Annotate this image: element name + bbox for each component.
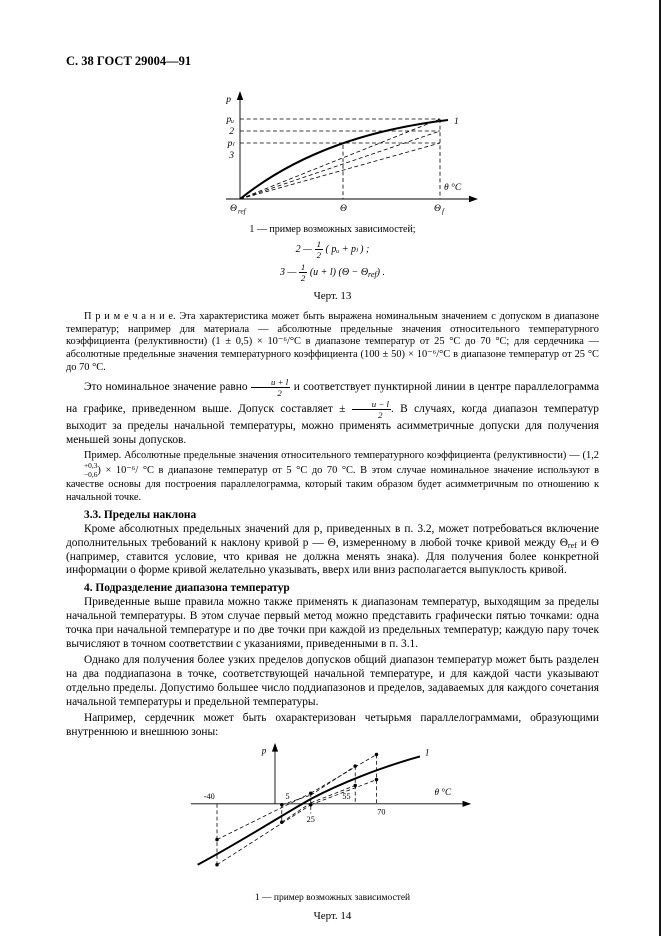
fig14-x-arrow bbox=[462, 801, 471, 807]
fig14-corner-dot bbox=[353, 784, 356, 787]
figure-13-legend-line-2 bbox=[66, 239, 599, 260]
section-4-para-2: Однако для получения более узких пределов допусков общий диапазон температур может быть разделен на два поддиапазона в точке, соответствующей начальной температуре, и для каждой части указывают отдельно пределы. Допустимо большее число поддиапазонов и пределов, задаваемых для каждого сочетания начальной температуры и предельной температуры. bbox=[66, 653, 599, 708]
figure-13-legend-line-1: 1 — пример возможных зависимостей; bbox=[249, 224, 416, 235]
note-paragraph: П р и м е ч а н и е. Эта характеристика может быть выражена номинальным значением с допуском в диапазоне температур; например для материала — абсолютные предельные значения относительного температурного коэффициента (релуктивности) (1 ± 0,5) × 10⁻⁶/°С в диапазоне температур от 25 °С до 70 °С; для сердечника — абсолютные предельные значения температурного коэффициента (100 ± 50) × 10⁻⁶/°С в диапазоне температур от 25 °С до 70 °С. bbox=[66, 310, 599, 373]
fig13-example-curve bbox=[240, 120, 448, 199]
section-3-3-part-2: и Θ (например, ставится условие, что кривая не должна менять знака). Для получения более конкретной информации о форме кривой желательно указывать, вверх или вниз располагается выпуклость кривой. bbox=[66, 536, 599, 577]
fig13-x-arrow bbox=[469, 196, 478, 202]
nominal-value-paragraph bbox=[66, 377, 599, 447]
section-4-heading: 4. Подразделение диапазона температур bbox=[84, 582, 290, 595]
fig13-pl-label: pₗ bbox=[227, 139, 234, 149]
legend3-prefix: 3 — bbox=[280, 266, 297, 278]
fig13-label-2: 2 bbox=[228, 127, 234, 137]
fig13-y-arrow bbox=[236, 91, 242, 100]
fig14-tick-minus40: -40 bbox=[203, 792, 215, 802]
fig13-wedge-bottom bbox=[240, 143, 440, 199]
section-3-3-ref-subscript: ref bbox=[567, 540, 577, 550]
figure-14-graph bbox=[183, 741, 483, 886]
fig14-tick-25: 25 bbox=[306, 815, 315, 825]
nominal-fraction-1: $\frac{u + l}{2}$ bbox=[251, 377, 290, 398]
fig13-curve-label-1: 1 bbox=[453, 117, 459, 127]
section-3-3-part-1: Кроме абсолютных предельных значений для p, приведенных в п. 3.2, может потребоваться включение дополнительных требований к наклону кривой p — Θ, измеренному в любой точке кривой между Θ bbox=[66, 522, 599, 549]
fig13-label-3: 3 bbox=[228, 151, 234, 161]
figure-14-caption: Черт. 14 bbox=[313, 910, 352, 923]
legend2-fraction: $\frac{1}{2}$ bbox=[316, 238, 321, 260]
fig14-corner-dot bbox=[374, 778, 377, 781]
legend3-ref-subscript: ref bbox=[368, 269, 377, 279]
fig13-theta-f-label: Θ bbox=[433, 204, 441, 214]
fig14-tick-55: 55 bbox=[341, 792, 351, 802]
fig14-y-arrow bbox=[271, 743, 277, 752]
fig13-theta-axis-label: θ °C bbox=[443, 183, 461, 193]
example-part-1: Пример. Абсолютные предельные значения относительного температурного коэффициента (релуктивности) — (1,2 bbox=[84, 449, 599, 461]
legend3-expression: (u + l) (Θ − Θ bbox=[309, 266, 369, 278]
nominal-part-1: Это номинальное значение равно bbox=[84, 381, 248, 394]
figure-13-caption: Черт. 13 bbox=[313, 289, 352, 302]
fig14-corner-dot bbox=[309, 803, 312, 806]
legend2-expression: ( pᵤ + pₗ ) ; bbox=[325, 243, 370, 255]
legend2-prefix: 2 — bbox=[295, 243, 313, 255]
fig14-corner-dot bbox=[309, 792, 312, 795]
section-3-3-heading: 3.3. Пределы наклона bbox=[84, 508, 197, 521]
fig13-theta-ref-sub: ref bbox=[237, 207, 246, 216]
fig14-example-curve bbox=[197, 757, 419, 865]
fig14-p-axis-label: p bbox=[261, 745, 266, 756]
nominal-part-3: . В случаях, когда диапазон температур выходит за пределы начальной температуры, можно применять асимметричные допуски для получения меньшей зоны допусков. bbox=[66, 402, 600, 446]
nominal-fraction-2: $\frac{u - l}{2}$ bbox=[352, 399, 391, 420]
section-4-para-1: Приведенные выше правила можно также применять к диапазонам температур, выходящим за пределы начальной температуры. В этом случае первый метод можно представить графически пятью точками: одна точка при начальной температуре и по две точки при каждой из предельных температур; каждую пару точек вычисляют в точном соответствии с указаниями, приведенными в п. 3.1. bbox=[66, 596, 599, 651]
fig13-p-axis-label: p bbox=[225, 95, 231, 105]
figure-13 bbox=[66, 89, 599, 302]
fig14-corner-dot bbox=[280, 821, 283, 824]
fig14-corner-dot bbox=[374, 753, 377, 756]
example-part-2: ) × 10⁻⁶/ °С в диапазоне температур от 5 °С до 70 °С. В этом случае номинальное значение используют в качестве основы для построения параллелограмма, который таким образом будет асимметричным по отношению к начальной точке. bbox=[66, 465, 599, 504]
nominal-part-2: и соответствует пунктирной линии в центре параллелограмма на графике, приведенном выше. Допуск составляет ± bbox=[66, 381, 599, 415]
example-paragraph bbox=[66, 450, 599, 505]
figure-14 bbox=[66, 741, 599, 922]
fig14-corner-dot bbox=[215, 838, 218, 841]
fig14-tick-70: 70 bbox=[376, 807, 385, 817]
example-tolerance-stack: +0,3 −0,6 bbox=[84, 461, 98, 479]
fig14-corner-dot bbox=[353, 765, 356, 768]
fig13-theta-ref-label: Θ bbox=[229, 204, 237, 214]
fig13-theta-f-sub: f bbox=[441, 207, 444, 216]
fig14-tick-5: 5 bbox=[285, 792, 290, 802]
fig13-wedge-center bbox=[240, 131, 440, 199]
section-3-3-body bbox=[66, 523, 599, 579]
legend3-fraction: $\frac{1}{2}$ bbox=[300, 261, 306, 283]
fig14-corner-dot bbox=[215, 863, 218, 866]
fig13-pu-label: pᵤ bbox=[225, 115, 234, 125]
section-4-para-3: Например, сердечник может быть охарактеризован четырьмя параллелограммами, образующими внутреннюю и внешнюю зоны: bbox=[66, 711, 599, 738]
page-header: С. 38 ГОСТ 29004—91 bbox=[66, 54, 192, 68]
figure-13-graph bbox=[178, 89, 488, 217]
fig14-theta-axis-label: θ °C bbox=[434, 787, 451, 798]
figure-14-legend: 1 — пример возможных зависимостей bbox=[254, 893, 411, 904]
figure-13-legend-line-3 bbox=[66, 262, 599, 283]
fig13-theta-label: Θ bbox=[339, 204, 347, 214]
fig14-outer-left-bottom bbox=[217, 805, 311, 865]
fig14-curve-label-1: 1 bbox=[424, 747, 429, 758]
legend3-end: ) . bbox=[376, 266, 385, 278]
fig14-corner-dot bbox=[280, 803, 283, 806]
